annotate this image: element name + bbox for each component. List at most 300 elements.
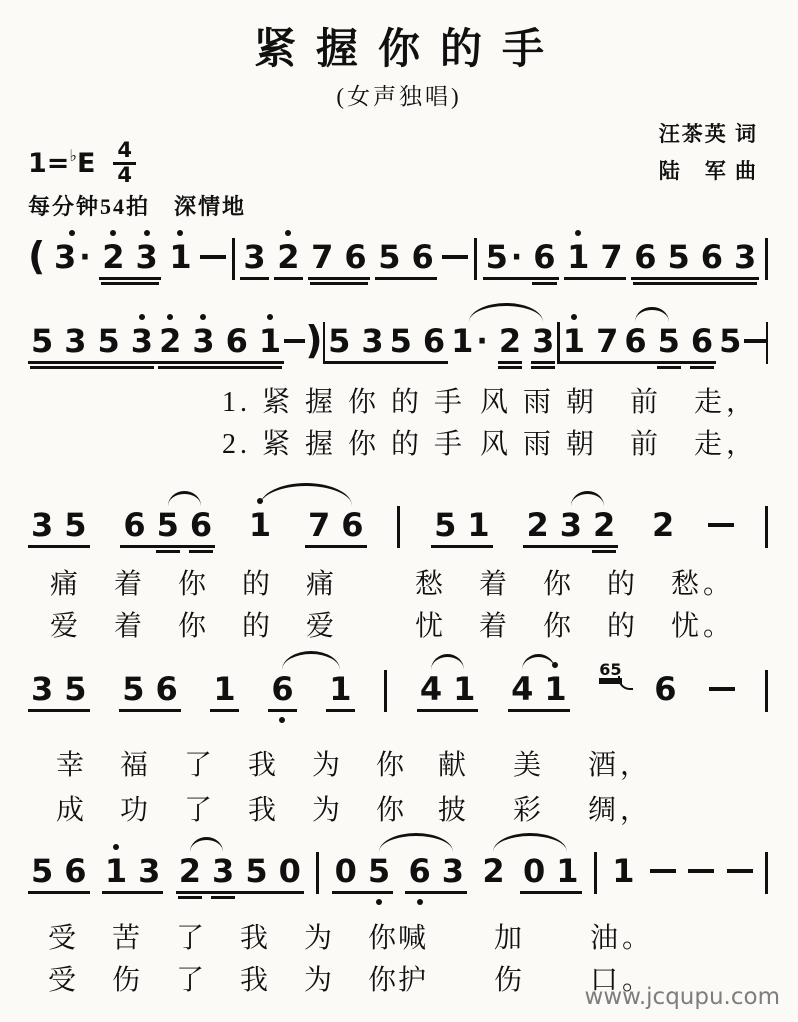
note bbox=[249, 508, 271, 542]
note-group bbox=[102, 854, 164, 888]
lyric-text: 护 伤 口。 bbox=[398, 965, 655, 996]
octave-dot-high bbox=[177, 230, 183, 236]
note-number: 6 bbox=[411, 238, 434, 276]
note-number: 0 bbox=[334, 852, 357, 890]
note-group bbox=[156, 324, 284, 358]
note-group bbox=[28, 672, 90, 706]
note-group bbox=[649, 508, 677, 542]
note-group bbox=[609, 854, 637, 888]
note bbox=[123, 508, 145, 542]
note-number: 3 bbox=[64, 322, 87, 360]
note-number: 5 bbox=[485, 238, 508, 276]
note-number: 1 bbox=[612, 852, 635, 890]
lyric-text: 风 雨 朝 前 走， bbox=[480, 429, 759, 460]
note-group bbox=[479, 854, 507, 888]
note bbox=[64, 854, 86, 888]
note bbox=[31, 854, 53, 888]
note-number: 5 bbox=[64, 670, 87, 708]
note bbox=[136, 240, 158, 274]
note bbox=[105, 854, 127, 888]
lyric-text: 2. 紧 握 你 的 手 bbox=[222, 429, 467, 460]
octave-dot-high bbox=[267, 314, 273, 320]
duration-dash bbox=[709, 687, 735, 691]
note-number: 3 bbox=[243, 238, 266, 276]
note-group bbox=[166, 240, 194, 274]
note-number: 1 bbox=[567, 238, 590, 276]
note-number: 6 bbox=[189, 506, 213, 544]
note-group bbox=[387, 324, 449, 358]
barline bbox=[765, 670, 768, 712]
octave-dot-high bbox=[144, 230, 150, 236]
key-note: E bbox=[76, 148, 96, 179]
note bbox=[344, 240, 366, 274]
note-number: 6 bbox=[422, 322, 446, 360]
note-number: 2 bbox=[178, 852, 202, 890]
barline bbox=[316, 852, 319, 894]
extra-underline bbox=[156, 550, 180, 553]
extra-underline bbox=[531, 366, 555, 369]
note bbox=[192, 324, 214, 358]
time-signature-bottom: 4 bbox=[117, 163, 133, 187]
note bbox=[31, 672, 53, 706]
note bbox=[658, 324, 680, 358]
duration-dash bbox=[727, 869, 753, 873]
note-group bbox=[631, 240, 759, 274]
note-number: 1 bbox=[562, 322, 586, 360]
extra-underline bbox=[498, 361, 522, 364]
note bbox=[64, 324, 86, 358]
note-number: 5 bbox=[389, 322, 412, 360]
score-line-3 bbox=[28, 492, 768, 548]
octave-dot-high bbox=[571, 314, 577, 320]
note-group bbox=[325, 324, 387, 358]
note-number: 5 bbox=[719, 322, 742, 360]
barline bbox=[766, 322, 768, 364]
note-number: 2 bbox=[277, 238, 300, 276]
note-group bbox=[523, 508, 618, 542]
flat-icon: ♭ bbox=[69, 146, 77, 165]
extra-underline bbox=[178, 896, 202, 899]
note bbox=[434, 508, 456, 542]
note bbox=[329, 672, 351, 706]
note bbox=[652, 508, 674, 542]
note-group bbox=[448, 324, 557, 358]
watermark: www.jcqupu.com bbox=[584, 984, 780, 1010]
note bbox=[54, 240, 91, 274]
octave-dot-high bbox=[69, 230, 75, 236]
duration-dash bbox=[708, 523, 734, 527]
note-number: 5 bbox=[122, 670, 145, 708]
slur bbox=[282, 651, 340, 670]
note-number: 5 bbox=[657, 322, 680, 360]
score-line-1 bbox=[28, 224, 768, 280]
note bbox=[64, 508, 86, 542]
octave-dot-high bbox=[113, 844, 119, 850]
extra-underline bbox=[531, 361, 555, 364]
note bbox=[259, 324, 281, 358]
note-group bbox=[268, 672, 296, 706]
octave-dot-high bbox=[285, 230, 291, 236]
note-group bbox=[28, 324, 156, 358]
note bbox=[155, 672, 177, 706]
slur bbox=[260, 483, 352, 506]
note-number: 6 bbox=[408, 852, 431, 890]
note-group bbox=[274, 240, 302, 274]
parenthesis: ( bbox=[28, 234, 46, 278]
note-number: 2 bbox=[482, 852, 505, 890]
note bbox=[271, 672, 293, 706]
note bbox=[634, 240, 656, 274]
note-number: 3 bbox=[130, 322, 154, 360]
slur bbox=[571, 491, 604, 506]
augmentation-dot: · bbox=[510, 240, 523, 275]
note-number: 1 bbox=[467, 506, 490, 544]
note bbox=[412, 240, 434, 274]
note-number: 5 bbox=[64, 506, 87, 544]
lyric-text: 痛 着 你 的 痛 bbox=[50, 569, 339, 600]
note bbox=[311, 240, 333, 274]
note-number: 4 bbox=[419, 670, 443, 708]
note bbox=[533, 240, 555, 274]
note-number: 7 bbox=[311, 238, 334, 276]
barline bbox=[397, 506, 400, 548]
note-number: 3 bbox=[135, 238, 158, 276]
note bbox=[378, 240, 400, 274]
barline bbox=[594, 852, 597, 894]
score-line-2 bbox=[28, 308, 768, 364]
note-number: 6 bbox=[654, 670, 677, 708]
note-number: 1 bbox=[258, 322, 282, 360]
lyric-text: 献 美 酒， bbox=[438, 750, 653, 781]
extra-underline bbox=[532, 282, 556, 285]
note-group bbox=[417, 672, 479, 706]
note bbox=[131, 324, 153, 358]
note bbox=[600, 240, 622, 274]
note-group bbox=[28, 854, 90, 888]
note-number: 5 bbox=[667, 238, 690, 276]
note-number: 2 bbox=[102, 238, 125, 276]
note-number: 1 bbox=[451, 322, 474, 360]
barline bbox=[384, 670, 387, 712]
song-title: 紧握你的手 bbox=[253, 27, 564, 73]
note bbox=[453, 672, 475, 706]
note bbox=[526, 508, 548, 542]
note-number: 5 bbox=[434, 506, 457, 544]
extra-underline bbox=[690, 366, 714, 369]
note-group bbox=[332, 854, 394, 888]
note-group bbox=[51, 240, 94, 274]
note-group bbox=[176, 854, 304, 888]
note-number: 6 bbox=[624, 322, 647, 360]
note-number: 6 bbox=[690, 322, 714, 360]
duration-dash bbox=[744, 339, 765, 343]
note bbox=[245, 854, 267, 888]
barline bbox=[474, 238, 477, 280]
note-number: 1 bbox=[169, 238, 192, 276]
note-number: 5 bbox=[328, 322, 351, 360]
note bbox=[442, 854, 464, 888]
slur bbox=[522, 654, 555, 670]
note-number: 2 bbox=[652, 506, 675, 544]
note-number: 5 bbox=[367, 852, 391, 890]
octave-dot-high bbox=[139, 314, 145, 320]
note-number: 6 bbox=[123, 506, 146, 544]
lyric-text: 喊 加 油。 bbox=[398, 923, 655, 954]
note-number: 3 bbox=[441, 852, 464, 890]
note bbox=[624, 324, 646, 358]
barline bbox=[765, 852, 768, 894]
note bbox=[138, 854, 160, 888]
note-number: 6 bbox=[634, 238, 657, 276]
note-group bbox=[405, 854, 467, 888]
note-group bbox=[560, 324, 622, 358]
note-number: 3 bbox=[361, 322, 384, 360]
note-number: 7 bbox=[307, 506, 331, 544]
note bbox=[190, 508, 212, 542]
lyric-text: 爱 着 你 的 爱 bbox=[50, 611, 339, 642]
note bbox=[335, 854, 357, 888]
note bbox=[701, 240, 723, 274]
lyric-text: 成 功 了 我 为 你 bbox=[56, 795, 409, 826]
note bbox=[408, 854, 430, 888]
note-number: 1 bbox=[556, 852, 579, 890]
octave-dot-high bbox=[167, 314, 173, 320]
note bbox=[98, 324, 120, 358]
extra-underline bbox=[189, 550, 213, 553]
note bbox=[169, 240, 191, 274]
time-signature-top: 4 bbox=[113, 140, 136, 165]
note bbox=[556, 854, 578, 888]
note bbox=[122, 672, 144, 706]
note-group bbox=[375, 240, 437, 274]
note bbox=[341, 508, 363, 542]
lyric-text: 受 苦 了 我 为 你 bbox=[48, 923, 401, 954]
slur bbox=[431, 654, 464, 670]
key-prefix: 1= bbox=[28, 148, 70, 179]
note bbox=[102, 240, 124, 274]
grace-note-digits: 65 bbox=[599, 660, 622, 679]
key-signature bbox=[28, 140, 136, 187]
extra-underline bbox=[592, 550, 616, 553]
note-number: 2 bbox=[159, 322, 182, 360]
duration-dash bbox=[688, 869, 714, 873]
note-number: 6 bbox=[700, 238, 724, 276]
note-number: 7 bbox=[600, 238, 623, 276]
note-group bbox=[326, 672, 354, 706]
note bbox=[423, 324, 445, 358]
note-number: 1 bbox=[544, 670, 567, 708]
note bbox=[523, 854, 545, 888]
note bbox=[64, 672, 86, 706]
note-group bbox=[308, 240, 370, 274]
note-number: 6 bbox=[155, 670, 178, 708]
slur bbox=[493, 833, 567, 852]
note-group bbox=[483, 240, 559, 274]
note-number: 3 bbox=[31, 670, 54, 708]
note-number: 1 bbox=[213, 670, 236, 708]
lyric-text: 愁 着 你 的 愁。 bbox=[415, 569, 736, 600]
note-number: 1 bbox=[329, 670, 352, 708]
note-number: 6 bbox=[271, 670, 294, 708]
extra-underline bbox=[657, 366, 681, 369]
score-line-4 bbox=[28, 656, 768, 712]
note bbox=[31, 508, 53, 542]
note bbox=[467, 508, 489, 542]
score-line-5 bbox=[28, 838, 768, 894]
note-number: 3 bbox=[138, 852, 161, 890]
note bbox=[719, 324, 741, 358]
note-group bbox=[520, 854, 582, 888]
note bbox=[159, 324, 181, 358]
extra-underline bbox=[211, 896, 235, 899]
note-group bbox=[651, 672, 679, 706]
note-number: 5 bbox=[97, 322, 120, 360]
augmentation-dot: · bbox=[476, 324, 488, 359]
lyric-text: 1. 紧 握 你 的 手 bbox=[222, 387, 467, 418]
note-number: 6 bbox=[341, 506, 364, 544]
note-number: 5 bbox=[378, 238, 401, 276]
note-group bbox=[28, 508, 90, 542]
note bbox=[593, 508, 615, 542]
note bbox=[612, 854, 634, 888]
note-group bbox=[246, 508, 274, 542]
note bbox=[420, 672, 442, 706]
note bbox=[499, 324, 521, 358]
time-signature bbox=[113, 140, 136, 187]
extra-underline bbox=[498, 366, 522, 369]
note-number: 3 bbox=[53, 238, 77, 276]
octave-dot-high bbox=[200, 314, 206, 320]
note bbox=[226, 324, 248, 358]
octave-dot-high bbox=[575, 230, 581, 236]
note bbox=[560, 508, 582, 542]
augmentation-dot: · bbox=[79, 240, 91, 275]
note-number: 4 bbox=[511, 670, 534, 708]
duration-dash bbox=[200, 255, 226, 259]
note-number: 1 bbox=[248, 506, 272, 544]
note-number: 3 bbox=[31, 506, 54, 544]
lyric-text: 忧 着 你 的 忧。 bbox=[415, 611, 736, 642]
note-number: 5 bbox=[156, 506, 179, 544]
note-number: 0 bbox=[278, 852, 301, 890]
note bbox=[179, 854, 201, 888]
note bbox=[31, 324, 53, 358]
note bbox=[654, 672, 676, 706]
note-number: 2 bbox=[526, 506, 549, 544]
credits bbox=[659, 116, 758, 190]
note-number: 1 bbox=[104, 852, 128, 890]
slur bbox=[379, 833, 453, 852]
lyric-text: 受 伤 了 我 为 你 bbox=[48, 965, 401, 996]
parenthesis: ) bbox=[305, 318, 323, 362]
note bbox=[308, 508, 330, 542]
note bbox=[734, 240, 756, 274]
note bbox=[667, 240, 689, 274]
note-group bbox=[621, 324, 716, 358]
note-number: 6 bbox=[344, 238, 367, 276]
note bbox=[486, 240, 523, 274]
barline bbox=[765, 506, 768, 548]
tempo-marking: 每分钟54拍 深情地 bbox=[28, 194, 247, 219]
note-number: 6 bbox=[225, 322, 248, 360]
duration-dash bbox=[442, 255, 468, 259]
note bbox=[451, 324, 488, 358]
note-number: 2 bbox=[498, 322, 522, 360]
note bbox=[328, 324, 350, 358]
lyric-text: 幸 福 了 我 为 你 bbox=[56, 750, 409, 781]
slur bbox=[635, 307, 668, 322]
note-number: 3 bbox=[532, 322, 555, 360]
note bbox=[544, 672, 566, 706]
note bbox=[563, 324, 585, 358]
note-number: 7 bbox=[596, 322, 619, 360]
note-group bbox=[305, 508, 367, 542]
note-group bbox=[240, 240, 268, 274]
slur bbox=[168, 491, 201, 506]
octave-dot-low bbox=[279, 717, 285, 723]
octave-dot-low bbox=[376, 899, 382, 905]
note bbox=[511, 672, 533, 706]
note bbox=[368, 854, 390, 888]
note-number: 3 bbox=[559, 506, 582, 544]
note bbox=[157, 508, 179, 542]
note bbox=[213, 672, 235, 706]
note bbox=[482, 854, 504, 888]
note bbox=[596, 324, 618, 358]
song-subtitle: (女声独唱) bbox=[336, 84, 462, 109]
note-group bbox=[431, 508, 493, 542]
note-group bbox=[508, 672, 570, 706]
note-number: 5 bbox=[245, 852, 268, 890]
note-number: 5 bbox=[31, 852, 54, 890]
octave-dot-low bbox=[417, 899, 423, 905]
duration-dash bbox=[650, 869, 676, 873]
barline bbox=[232, 238, 235, 280]
note bbox=[212, 854, 234, 888]
note-group bbox=[99, 240, 161, 274]
barline bbox=[765, 238, 768, 280]
note-group bbox=[119, 672, 181, 706]
lyric-text: 披 彩 绸， bbox=[438, 795, 653, 826]
note-number: 6 bbox=[533, 238, 556, 276]
lyricist-credit: 汪茶英 词 bbox=[658, 122, 758, 146]
note-number: 2 bbox=[592, 506, 616, 544]
note bbox=[390, 324, 412, 358]
note-group bbox=[120, 508, 215, 542]
note bbox=[567, 240, 589, 274]
note bbox=[691, 324, 713, 358]
note-number: 6 bbox=[64, 852, 87, 890]
note bbox=[279, 854, 301, 888]
note-group bbox=[716, 324, 744, 358]
note bbox=[277, 240, 299, 274]
note bbox=[243, 240, 265, 274]
note-number: 1 bbox=[453, 670, 476, 708]
note-number: 3 bbox=[734, 238, 757, 276]
note-number: 5 bbox=[31, 322, 54, 360]
octave-dot-high bbox=[110, 230, 116, 236]
lyric-text: 风 雨 朝 前 走， bbox=[480, 387, 759, 418]
note-number: 3 bbox=[192, 322, 215, 360]
note bbox=[361, 324, 383, 358]
duration-dash bbox=[284, 339, 305, 343]
slur bbox=[190, 837, 223, 852]
composer-credit: 陆 军 曲 bbox=[658, 159, 758, 183]
grace-notes bbox=[599, 662, 621, 686]
note-number: 3 bbox=[212, 852, 235, 890]
slur bbox=[469, 303, 543, 322]
note-group bbox=[210, 672, 238, 706]
